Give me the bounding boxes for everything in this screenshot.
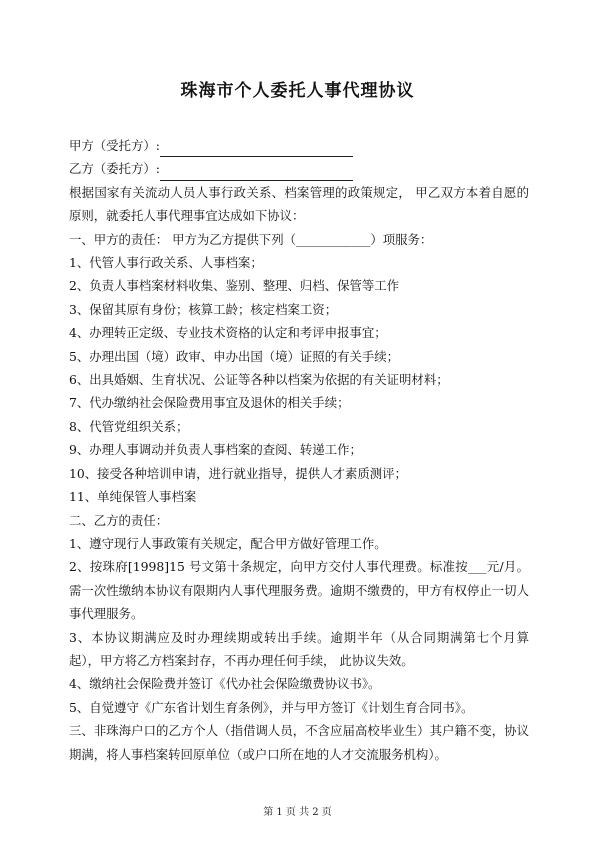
section2-heading: 二、乙方的责任： [69, 512, 169, 528]
section3-paragraph: 三、非珠海户口的乙方个人（指借调人员，不含应届高校毕业生）其户籍不变，协议期满，将人事档案转回原单位（或户口所在地的人才交流服务机构）。 [69, 723, 529, 762]
service-item: 1、代管人事行政关系、人事档案； [69, 255, 263, 271]
page-number: 第 1 页 共 2 页 [263, 807, 332, 818]
service-item: 9、办理人事调动并负责人事档案的查阅、转递工作； [69, 442, 362, 458]
party-b-duty-1: 1、遵守现行人事政策有关规定，配合甲方做好管理工作。 [69, 535, 387, 551]
party-b-duty-4: 4、缴纳社会保险费并签订《代办社会保险缴费协议书》。 [69, 676, 381, 692]
service-item: 3、保留其原有身份；核算工龄；核定档案工资； [69, 301, 338, 317]
document-body [69, 134, 529, 766]
party-b-blank[interactable] [160, 166, 353, 181]
party-b-duty-3: 3、本协议期满应及时办理续期或转出手续。逾期半年（从合同期满第七个月算起），甲方将乙方档案封存，不再办理任何手续， 此协议失效。 [69, 629, 529, 668]
party-a-line [69, 134, 529, 157]
party-b-line [69, 157, 529, 180]
document-title: 珠海市个人委托人事代理协议 [180, 81, 415, 101]
party-a-label: 甲方（受托方）: [69, 138, 160, 153]
fee-blank[interactable]: ___ [467, 559, 487, 575]
party-b-duty-5: 5、自觉遵守《广东省计划生育条例》，并与甲方签订《计划生育合同书》。 [69, 699, 474, 715]
intro-paragraph: 根据国家有关流动人员人事行政关系、档案管理的政策规定， 甲乙双方本着自愿的原则，就委托人事代理事宜达成如下协议： [69, 184, 529, 224]
service-item: 6、出具婚姻、生育状况、公证等各种以档案为依据的有关证明材料； [69, 372, 449, 388]
party-a-blank[interactable] [160, 142, 353, 157]
service-item: 7、代办缴纳社会保险费用事宜及退休的相关手续； [69, 395, 350, 411]
service-item: 11、单纯保管人事档案 [69, 489, 197, 505]
party-b-duty-2: 2、按珠府[1998]15 号文第十条规定，向甲方交付人事代理费。标准按___元/月。需一次性缴纳本协议有限期内人事代理服务费。逾期不缴费的，甲方有权停止一切人事代理服务。 [69, 559, 529, 622]
service-item: 8、代管党组织关系； [69, 418, 189, 434]
service-item: 2、负责人事档案材料收集、鉴别、整理、归档、保管等工作 [69, 278, 400, 294]
service-item: 5、办理出国（境）政审、申办出国（境）证照的有关手续； [69, 348, 400, 364]
party-b-label: 乙方（委托方）: [69, 161, 160, 177]
section1-blank[interactable]: ____________ [295, 231, 371, 247]
service-item: 4、办理转正定级、专业技术资格的认定和考评申报事宜； [69, 325, 387, 341]
service-item: 10、接受各种培训申请，进行就业指导，提供人才素质测评； [69, 465, 407, 481]
section1-heading: 一、甲方的责任： 甲方为乙方提供下列（____________）项服务： [69, 231, 433, 247]
